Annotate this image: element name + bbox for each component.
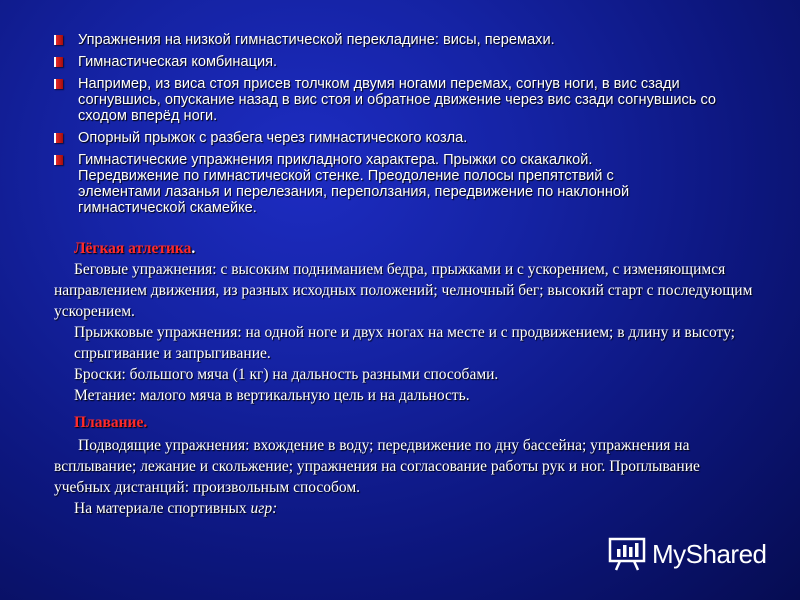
bullet-item (54, 76, 754, 124)
athletics-running: Беговые упражнения: с высоким подниманием бедра, прыжками и с ускорением, с изменяющимся направлением движения, из разных исходных положений; челночный бег; высокий старт с последующим ускорением. (54, 261, 753, 320)
bullet-marker-icon (54, 57, 63, 67)
swimming-section (54, 412, 754, 519)
athletics-section (54, 238, 754, 406)
bullet-item (54, 32, 754, 48)
athletics-throws: Броски: большого мяча (1 кг) на дальность разными способами. (74, 366, 499, 383)
athletics-heading: Лёгкая атлетика. (74, 240, 196, 257)
bullet-marker-icon (54, 35, 63, 45)
bullet-item (54, 54, 754, 70)
logo-text: MyShared (652, 538, 767, 569)
athletics-jumping: Прыжковые упражнения: на одной ноге и двух ногах на месте и с продвижением; в длину и высоту; спрыгивание и запрыгивание. (74, 324, 735, 362)
sports-games-line: На материале спортивных игр: (74, 500, 278, 517)
athletics-toss: Метание: малого мяча в вертикальную цель и на дальность. (74, 387, 470, 404)
bullet-marker-icon (54, 155, 63, 165)
bullet-text: Опорный прыжок с разбега через гимнастического козла. (78, 130, 468, 146)
bullet-text: Упражнения на низкой гимнастической перекладине: висы, перемахи. (78, 32, 555, 48)
swimming-exercises: Подводящие упражнения: вхождение в воду; передвижение по дну бассейна; упражнения на всплывание; лежание и скольжение; упражнения на согласование работы рук и ног. Проплывание учебных дистанций: произвольным способом. (54, 437, 700, 496)
swimming-heading: Плавание. (74, 414, 148, 431)
bullet-text: Гимнастическая комбинация. (78, 54, 278, 70)
myshared-logo (608, 537, 767, 571)
bullet-item (54, 152, 678, 216)
bullet-marker-icon (54, 79, 63, 89)
bullet-marker-icon (54, 133, 63, 143)
bullet-text: Например, из виса стоя присев толчком двумя ногами перемах, согнув ноги, в вис сзади согнувшись, опускание назад в вис стоя и обратное движение через вис сзади согнувшись со сходом вперёд ноги. (78, 76, 717, 124)
bullet-text: Гимнастические упражнения прикладного характера. Прыжки со скакалкой. Передвижение по гимнастической стенке. Преодоление полосы препятствий с элементами лазанья и перелезания, переползания, передвижение по наклонной гимнастической скамейке. (78, 152, 630, 216)
bullet-item (54, 130, 754, 146)
presentation-board-icon (608, 537, 646, 571)
bullet-list (54, 32, 754, 222)
